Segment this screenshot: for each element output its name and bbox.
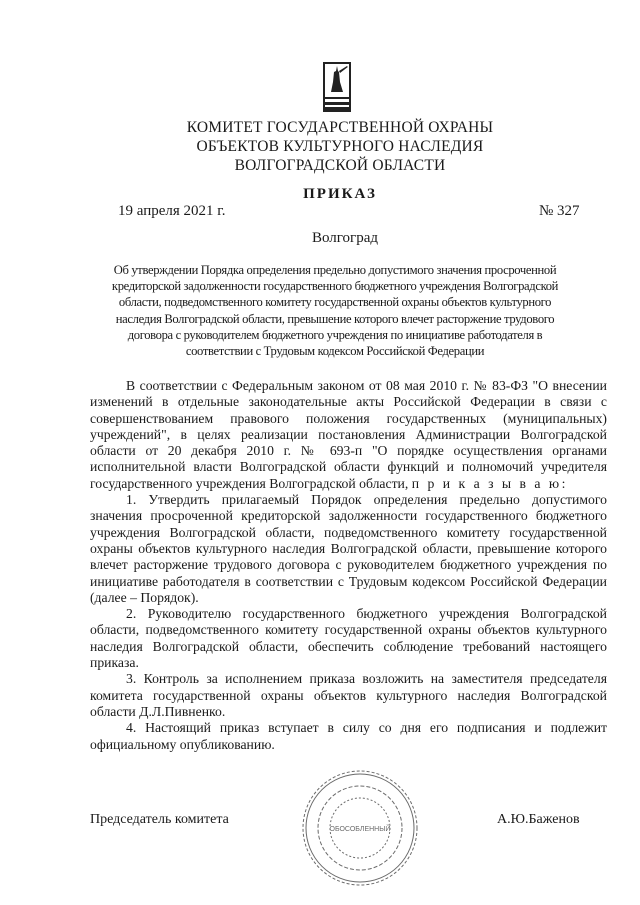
document-date: 19 апреля 2021 г. (118, 203, 226, 219)
order-item: 1. Утвердить прилагаемый Порядок определения предельно допустимого значения просроченной кредиторской задолженности государственного бюджетного учреждения Волгоградской области, подведомственного комитету государственной охраны объектов культурного наследия Волгоградской области, превышение которого влечет расторжение трудового договора с руководителем бюджетного учреждения по инициативе работодателя в соответствии с Трудовым кодексом Российской Федерации (далее – Порядок). (90, 492, 607, 605)
seal-label: ОБОСОБЛЕННЫЙ (329, 826, 391, 833)
org-line: ОБЪЕКТОВ КУЛЬТУРНОГО НАСЛЕДИЯ (196, 138, 484, 155)
signature-name: А.Ю.Баженов (497, 812, 580, 827)
org-line: ВОЛГОГРАДСКОЙ ОБЛАСТИ (234, 157, 446, 174)
document-subject: Об утверждении Порядка определения предельно допустимого значения просроченной кредиторской задолженности государственного бюджетного учреждения Волгоградской области, подведомственного комитету государственной охраны объектов культурного наследия Волгоградской области, превышение которого влечет расторжение трудового договора с руководителем бюджетного учреждения по инициативе работодателя в соответствии с Трудовым кодексом Российской Федерации (111, 263, 559, 359)
signature-role: Председатель комитета (90, 812, 229, 827)
organization-name (160, 118, 520, 175)
volgograd-emblem-icon (323, 62, 351, 112)
official-seal (300, 768, 420, 888)
order-item: 3. Контроль за исполнением приказа возложить на заместителя председателя комитета государственной охраны объектов культурного наследия Волгоградской области Д.Л.Пивненко. (90, 671, 607, 719)
document-type: ПРИКАЗ (303, 186, 377, 202)
preamble-text: В соответствии с Федеральным законом от 08 мая 2010 г. № 83-ФЗ "О внесении изменений в отдельные законодательные акты Российской Федерации в связи с совершенствованием правового положения государственных (муниципальных) учреждений", в целях реализации постановления Администрации Волгоградской области от 20 декабря 2010 г. № 693-п "О порядке осуществления органами исполнительной власти Волгоградской области функций и полномочий учредителя государственного учреждения Волгоградской области, (90, 378, 607, 491)
document-city: Волгоград (311, 230, 378, 246)
org-line: КОМИТЕТ ГОСУДАРСТВЕННОЙ ОХРАНЫ (186, 119, 494, 136)
orders-word: п р и к а з ы в а ю: (411, 475, 568, 491)
order-item: 2. Руководителю государственного бюджетного учреждения Волгоградской области, подведомственного комитету государственной охраны объектов культурного наследия Волгоградской области, обеспечить соблюдение требований настоящего приказа. (90, 606, 607, 671)
document-body (90, 378, 607, 753)
order-item: 4. Настоящий приказ вступает в силу со дня его подписания и подлежит официальному опубликованию. (90, 720, 607, 752)
preamble-paragraph (90, 378, 607, 492)
document-number: № 327 (539, 203, 580, 219)
